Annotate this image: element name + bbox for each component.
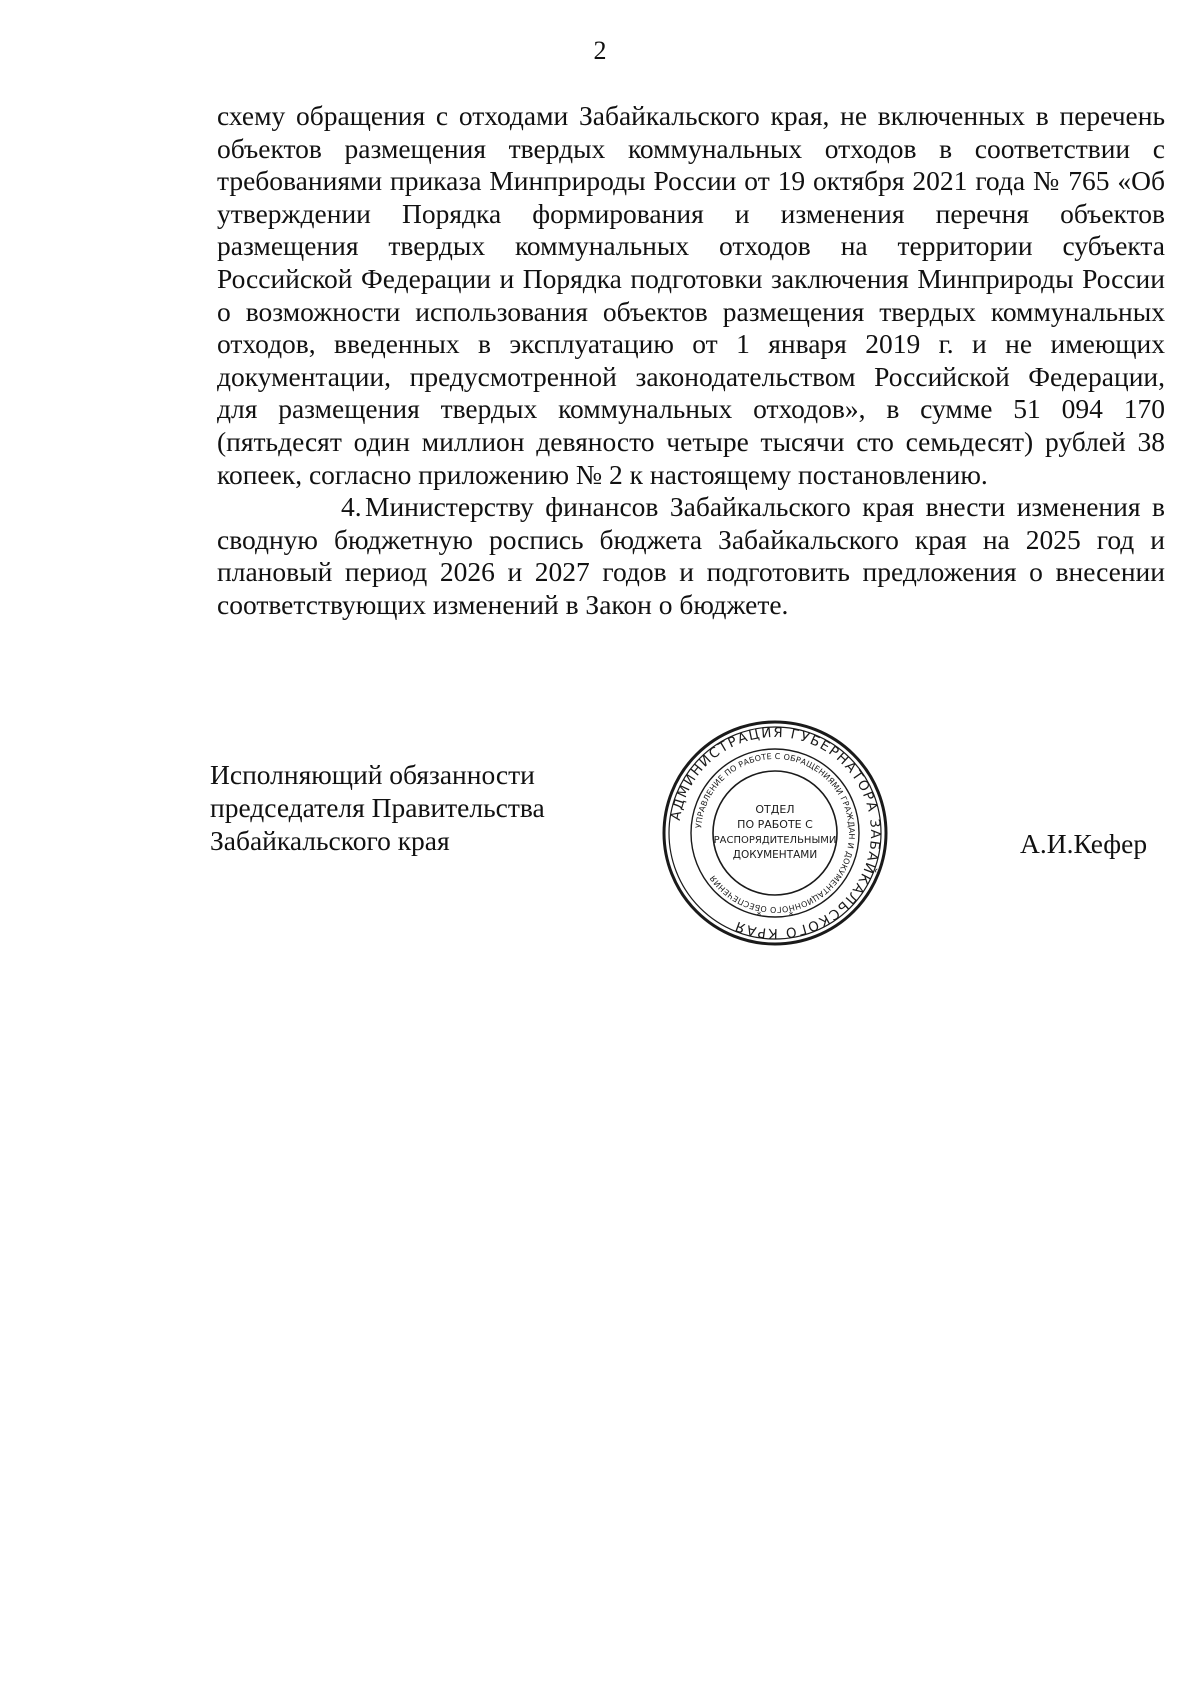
stamp-center-line: РАСПОРЯДИТЕЛЬНЫМИ [713, 835, 837, 846]
signer-title-line: Исполняющий обязанности [210, 759, 535, 790]
stamp-center-line: ПО РАБОТЕ С [737, 818, 813, 831]
svg-text:УПРАВЛЕНИЕ ПО РАБОТЕ С ОБРАЩЕН [694, 752, 856, 914]
stamp-inner-text: УПРАВЛЕНИЕ ПО РАБОТЕ С ОБРАЩЕНИЯМИ ГРАЖДАН И ДОКУМЕНТАЦИОННОГО ОБЕСПЕЧЕНИЯ [694, 751, 857, 915]
official-stamp [660, 718, 890, 948]
stamp-star-icon: * [788, 911, 794, 921]
stamp-outer-text: АДМИНИСТРАЦИЯ ГУБЕРНАТОРА ЗАБАЙКАЛЬСКОГО КРАЯ [667, 724, 884, 942]
signer-title-line: Забайкальского края [210, 825, 450, 856]
paragraph-item-4 [217, 491, 1165, 621]
page-number: 2 [593, 36, 607, 65]
document-body [217, 100, 1165, 622]
signer-name: А.И.Кефер [1020, 828, 1148, 859]
stamp-center-line: ОТДЕЛ [755, 803, 795, 816]
stamp-center-line: ДОКУМЕНТАМИ [732, 849, 818, 861]
signer-title [210, 758, 630, 857]
stamp-star-icon: * [756, 911, 762, 921]
item-text: Министерству финансов Забайкальского края внести изменения в сводную бюджетную роспись бюджета Забайкальского края на 2025 год и плановый период 2026 и 2027 годов и подготовить предложения о внесении соответствующих изменений в Закон о бюджете. [217, 491, 1165, 620]
signer-title-line: председателя Правительства [210, 792, 545, 823]
paragraph-continuation: схему обращения с отходами Забайкальского края, не включенных в перечень объектов размещения твердых коммунальных отходов в соответствии с требованиями приказа Минприроды России от 19 октября 2021 года № 765 «Об утверждении Порядка формирования и изменения перечня объектов размещения твердых коммунальных отходов на территории субъекта Российской Федерации и Порядка подготовки заключения Минприроды России о возможности использования объектов размещения твердых коммунальных отходов, введенных в эксплуатацию от 1 января 2019 г. и не имеющих документации, предусмотренной законодательством Российской Федерации, для размещения твердых коммунальных отходов», в сумме 51 094 170 (пятьдесят один миллион девяносто четыре тысячи сто семьдесят) рублей 38 копеек, согласно приложению № 2 к настоящему постановлению. [217, 100, 1165, 490]
stamp-seal-icon [660, 718, 890, 948]
item-number: 4. [341, 491, 362, 523]
